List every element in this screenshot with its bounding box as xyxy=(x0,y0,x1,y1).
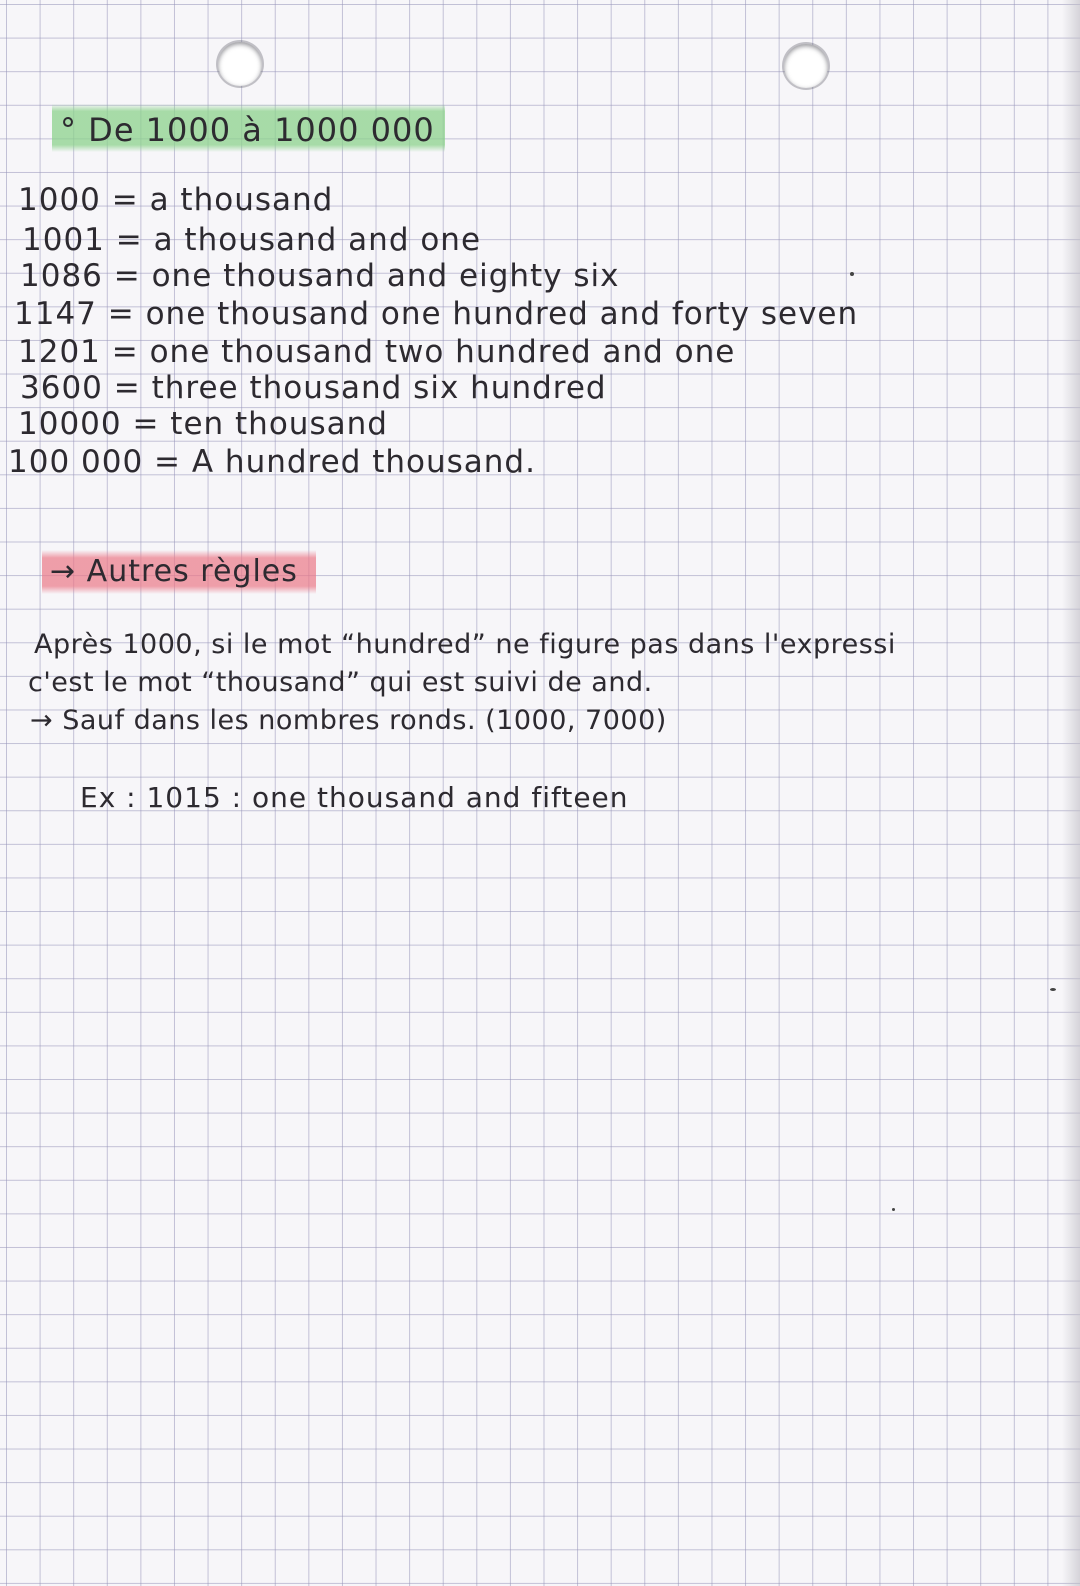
ink-dot xyxy=(1050,988,1056,991)
number-line-3600: 3600 = three thousand six hundred xyxy=(20,370,607,406)
punch-hole-right xyxy=(784,44,828,88)
rules-subheading: → Autres règles xyxy=(42,550,316,594)
rule-line-2: c'est le mot “thousand” qui est suivi de and. xyxy=(28,667,653,698)
ink-dot xyxy=(850,272,854,276)
rule-line-1: Après 1000, si le mot “hundred” ne figure pas dans l'expressi xyxy=(34,629,896,660)
number-line-1201: 1201 = one thousand two hundred and one xyxy=(18,334,736,370)
paper-edge-shadow xyxy=(1062,0,1080,1586)
number-line-1000: 1000 = a thousand xyxy=(18,182,334,218)
punch-hole-left xyxy=(218,42,262,86)
number-line-1147: 1147 = one thousand one hundred and forty seven xyxy=(14,296,859,332)
number-line-10000: 10000 = ten thousand xyxy=(18,406,388,442)
number-line-1001: 1001 = a thousand and one xyxy=(22,222,482,258)
number-line-1086: 1086 = one thousand and eighty six xyxy=(20,258,620,294)
rule-line-3: → Sauf dans les nombres ronds. (1000, 7000) xyxy=(30,705,667,736)
example-line: Ex : 1015 : one thousand and fifteen xyxy=(80,781,629,814)
section-heading: ° De 1000 à 1000 000 xyxy=(52,104,445,152)
number-line-100000: 100 000 = A hundred thousand. xyxy=(8,444,536,480)
ink-dot xyxy=(892,1208,895,1211)
